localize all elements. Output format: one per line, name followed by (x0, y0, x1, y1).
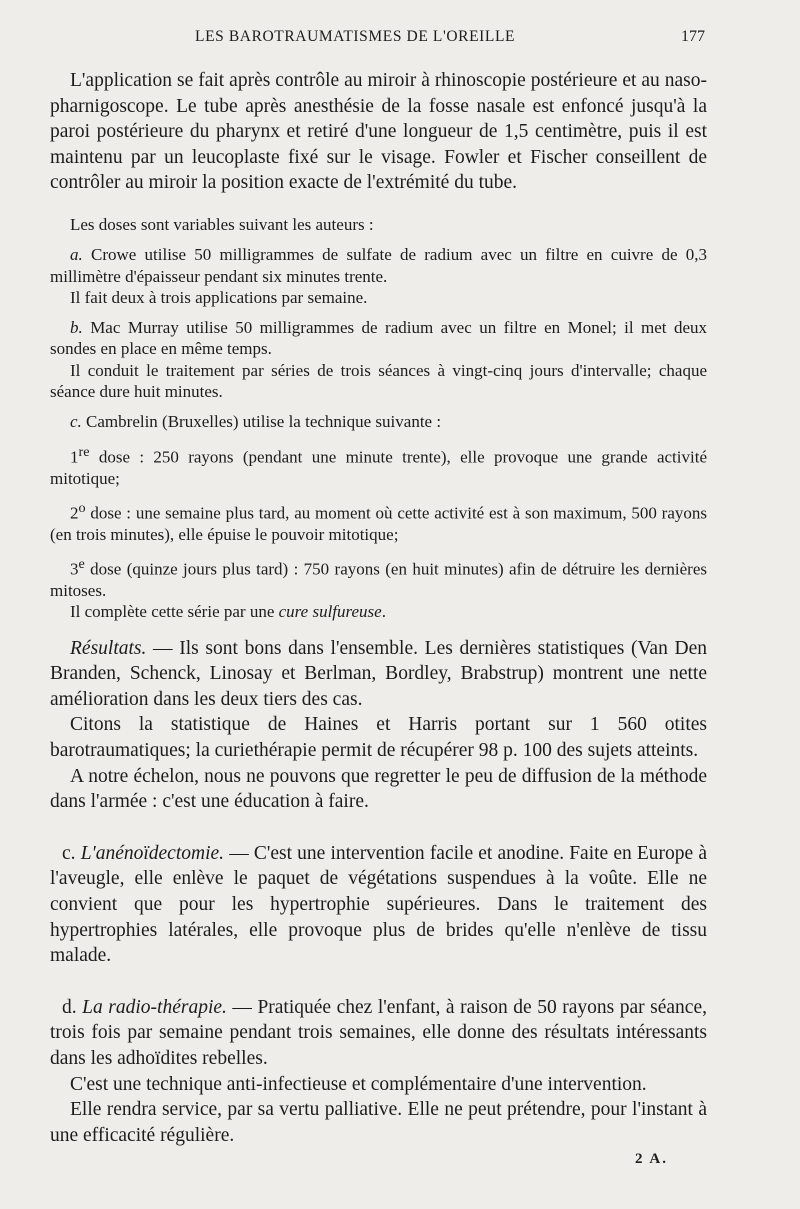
dose-ordinal: re (78, 443, 90, 460)
third-dose (50, 554, 707, 601)
results-statistics: Citons la statistique de Haines et Harris portant sur 1 560 otites barotraumatiques; la curiethérapie permit de récupérer 98 p. 100 des sujets atteints. (50, 714, 707, 762)
item-text: Mac Murray utilise 50 milligrammes de radium avec un filtre en Monel; il met deux sondes en place en même temps. (50, 318, 707, 359)
item-label: c. (70, 412, 82, 432)
conclusion-emphasis: cure sulfureuse (278, 602, 382, 622)
dose-item-a-note: Il fait deux à trois applications par semaine. (70, 287, 368, 307)
dose-item-b (50, 317, 707, 360)
header-title: LES BAROTRAUMATISMES DE L'OREILLE (195, 28, 516, 45)
dose-item-b-note: Il conduit le traitement par séries de trois séances à vingt-cinq jours d'intervalle; chaque séance dure huit minutes. (50, 360, 707, 402)
results-label: Résultats. (70, 637, 147, 659)
section-c-adenoidectomy (50, 841, 707, 969)
item-label: b. (70, 318, 83, 338)
series-conclusion (50, 601, 707, 622)
dose-number: 2 (70, 503, 79, 523)
second-dose (50, 498, 707, 545)
section-title: La radio-thérapie. (82, 996, 227, 1018)
section-d-radiotherapy (50, 995, 707, 1072)
dose-ordinal: o (78, 499, 86, 516)
dose-text: dose (quinze jours plus tard) : 750 rayons (en huit minutes) afin de détruire les dernières mitoses. (50, 559, 707, 601)
dose-number: 1 (70, 447, 79, 467)
dose-ordinal: e (78, 556, 85, 573)
doses-heading: Les doses sont variables suivant les auteurs : (70, 214, 374, 234)
item-text: Crowe utilise 50 milligrammes de sulfate de radium avec un filtre en cuivre de 0,3 millimètre d'épaisseur pendant six minutes trente. (50, 245, 707, 286)
page-body (50, 68, 707, 1148)
dose-item-a (50, 244, 707, 287)
first-dose (50, 442, 707, 489)
conclusion-text: Il complète cette série par une (70, 602, 279, 622)
conclusion-dot: . (381, 602, 386, 622)
running-header (195, 28, 705, 46)
dose-text: dose : une semaine plus tard, au moment où cette activité est à son maximum, 500 rayons (en trois minutes), elle épuise le pouvoir mitotique; (50, 503, 707, 544)
section-text: — Pratiquée chez l'enfant, à raison de 50 rayons par séance, trois fois par semaine pendant trois semaines, elle donne des résultats intéressants dans les adhoïdites rebelles. (50, 996, 707, 1069)
dose-item-c (50, 411, 707, 432)
section-d-conclusion: Elle rendra service, par sa vertu palliative. Elle ne peut prétendre, pour l'instant à une efficacité régulière. (50, 1099, 707, 1146)
section-number: d. (62, 996, 83, 1018)
results-conclusion: A notre échelon, nous ne pouvons que regretter le peu de diffusion de la méthode dans l'armée : c'est une éducation à faire. (50, 765, 707, 813)
item-label: a. (70, 245, 83, 265)
item-text: Cambrelin (Bruxelles) utilise la technique suivante : (81, 412, 442, 432)
signature-mark: 2 A. (635, 1151, 669, 1167)
intro-paragraph: L'application se fait après contrôle au miroir à rhinoscopie postérieure et au naso-pharnigoscope. Le tube après anesthésie de la fosse nasale est enfoncé jusqu'à la paroi postérieure du pharynx et retiré d'une longueur de 1,5 centimètre, puis il est maintenu par un leucoplaste fixé sur le visage. Fowler et Fischer conseillent de contrôler au miroir la position exacte de l'extrémité du tube. (50, 70, 707, 194)
results-paragraph (50, 636, 707, 713)
section-title: L'anénoïdectomie. (80, 842, 225, 864)
dose-text: dose : 250 rayons (pendant une minute trente), elle provoque une grande activité mitotique; (50, 447, 707, 488)
section-d-technique: C'est une technique anti-infectieuse et complémentaire d'une intervention. (70, 1073, 647, 1095)
section-number: c. (62, 842, 81, 864)
section-text: — C'est une intervention facile et anodine. Faite en Europe à l'aveugle, elle enlève le paquet de végétations suspendues à la voûte. Elle ne convient que pour les hypertrophie supérieures. Dans le traitement des hypertrophies latérales, elle provoque plus de brides qu'elle n'enlève de tissu malade. (50, 842, 707, 967)
results-text: — Ils sont bons dans l'ensemble. Les dernières statistiques (Van Den Branden, Schenck, Linosay et Berlman, Bordley, Brabstrup) montrent une nette amélioration dans les deux tiers des cas. (50, 637, 707, 710)
page-number: 177 (681, 28, 705, 45)
dose-number: 3 (70, 559, 79, 579)
